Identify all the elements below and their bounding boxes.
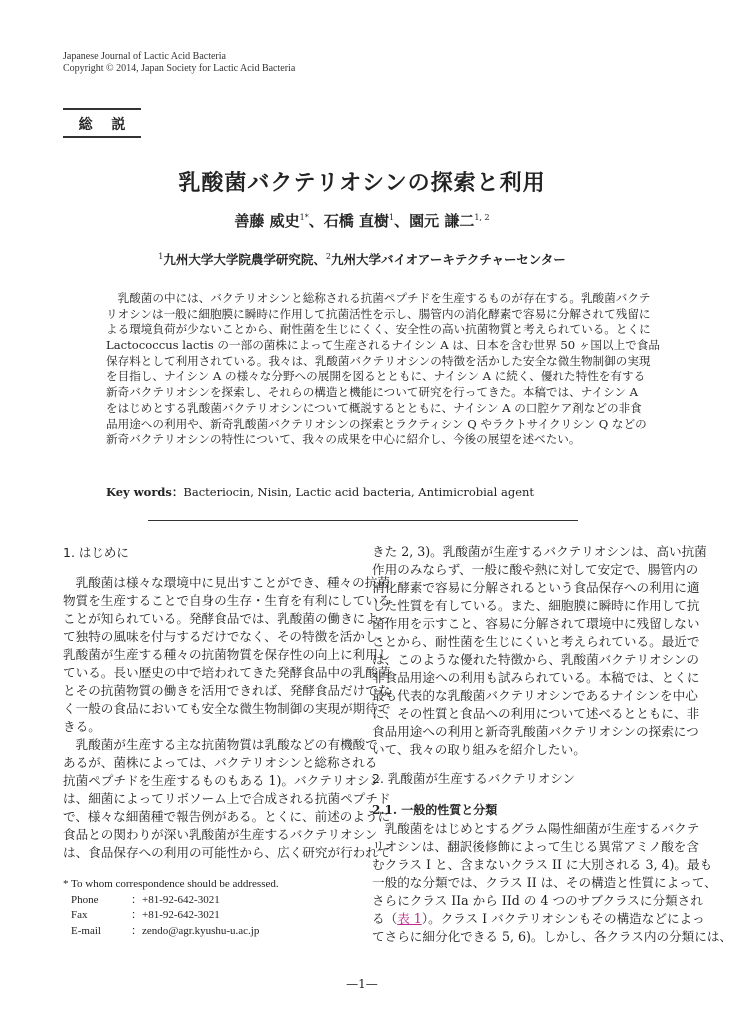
text-line: よる環境負荷が少ないことから、耐性菌を生じにくく、安全性の高い抗菌物質と考えられている。とくに: [106, 322, 651, 337]
subsection-heading: 2.1. 一般的性質と分類: [372, 803, 498, 817]
text-line: 消化酵素で容易に分解されるという食品保存への利用に適: [372, 580, 700, 595]
text-line: きた 2, 3)。乳酸菌が生産するバクテリオシンは、高い抗菌: [372, 544, 707, 559]
text-line: むクラス I と、含まないクラス II に大別される 3, 4)。最も: [372, 857, 713, 872]
text-line: 食品用途への利用と新奇乳酸菌バクテリオシンの探索につ: [372, 724, 699, 739]
line-text: る（: [372, 911, 398, 926]
affil-number: 2: [325, 251, 331, 261]
text-line: 保存料として利用されている。我々は、乳酸菌バクテリオシンの特徴を活かした安全な微生物制御の実現: [106, 353, 651, 368]
text-line: 乳酸菌が生産する主な抗菌物質は乳酸などの有機酸で: [63, 737, 378, 752]
text-line: ことから、耐性菌を生じにくいと考えられている。最近で: [372, 634, 700, 649]
text-line: 新奇バクテリオシンを探索し、それらの構造と機能について研究を行ってきた。本稿では、ナイシン A: [106, 385, 639, 400]
text-line: 食品との関わりが深い乳酸菌が生産するバクテリオシン: [63, 827, 378, 842]
table-ref-line: [372, 910, 705, 928]
paragraph: [372, 928, 732, 946]
journal-name: Japanese Journal of Lactic Acid Bacteria: [63, 51, 226, 62]
keywords-value: Bacteriocin, Nisin, Lactic acid bacteria, Antimicrobial agent: [183, 485, 535, 499]
text-line: 最も代表的な乳酸菌バクテリオシンであるナイシンを中心: [372, 688, 698, 703]
author-affil: 1: [388, 213, 395, 222]
author-affil: 1*: [299, 213, 309, 222]
fax-value: ：+81-92-642-3021: [131, 909, 220, 921]
category-rule-bottom: [63, 136, 141, 138]
text-line: リオシンは、翻訳後修飾によって生じる異常アミノ酸を含: [372, 839, 699, 854]
text-line: は、細菌によってリボソーム上で合成される抗菌ペプチド: [63, 791, 391, 806]
phone-value: ：+81-92-642-3021: [131, 893, 220, 906]
text-line: 乳酸菌をはじめとするグラム陽性細菌が生産するバクテ: [372, 821, 700, 836]
author-name: 石橋 直樹: [323, 212, 389, 230]
text-line: 乳酸菌は様々な環境中に見出すことができ、種々の抗菌: [63, 575, 390, 590]
table-1-link[interactable]: 表 1: [397, 911, 422, 926]
text-line: 新奇バクテリオシンの特性について、我々の成果を中心に紹介し、今後の展望を述べたい。: [106, 432, 581, 447]
keywords-label: Key words：: [106, 485, 184, 499]
paragraph: [372, 543, 707, 759]
author-name: 善藤 威史: [234, 212, 300, 230]
affiliations: $^1$九州大学大学院農学研究院、$^2$九州大学バイオアーキテクチャーセンター: [158, 251, 566, 267]
paragraph: [63, 736, 391, 862]
author-name: 園元 謙二: [409, 212, 475, 230]
text-line: に、その性質と食品への利用について述べるとともに、非: [372, 706, 700, 721]
line-text: ）。クラス I バクテリオシンもその構造などによっ: [421, 911, 705, 926]
footnote-note: * To whom correspondence should be addressed.: [63, 878, 279, 890]
text-line: 乳酸菌の中には、バクテリオシンと総称される抗菌ペプチドを生産するものが存在する。乳酸菌バクテ: [106, 291, 651, 305]
article-category: 総 説: [78, 117, 126, 133]
paragraph: [372, 820, 717, 910]
text-line: 抗菌ペプチドを生産するものもある 1)。バクテリオシン: [63, 773, 382, 788]
text-line: いて、我々の取り組みを紹介したい。: [372, 742, 586, 757]
author-affil: 1, 2: [474, 213, 490, 222]
text-line: ている。長い歴史の中で培われてきた発酵食品中の乳酸菌: [63, 665, 391, 680]
text-line: ことが知られている。発酵食品では、乳酸菌の働きによっ: [63, 611, 391, 626]
text-line: く一般の食品においても安全な微生物制御の実現が期待で: [63, 701, 391, 716]
text-line: とその抗菌物質の働きを活用できれば、発酵食品だけでな: [63, 683, 391, 698]
text-line: 品用途への利用や、新奇乳酸菌バクテリオシンの探索とラクティシン Q やラクトサイクリシン Q などの: [106, 416, 647, 431]
author-list: 善藤 威史$^{1*}$、石橋 直樹$^1$、園元 謙二$^{1, 2}$: [234, 212, 490, 230]
text-line: 乳酸菌が生産する種々の抗菌物質を保存性の向上に利用し: [63, 647, 391, 662]
text-line: 非食品用途への利用も試みられている。本稿では、とくに: [372, 670, 700, 685]
section-heading: 1. はじめに: [63, 545, 129, 560]
text-line: 一般的な分類では、クラス II は、その構造と性質によって、: [372, 875, 717, 890]
text-line: きる。: [63, 719, 101, 734]
fax-label: Fax: [71, 909, 88, 921]
affil-number: 1: [158, 251, 164, 261]
paragraph: [63, 574, 391, 736]
text-line: リオシンは一般に細胞膜に瞬時に作用して抗菌活性を示し、腸管内の消化酵素で容易に分解されて残留に: [106, 306, 651, 321]
keywords: [106, 484, 534, 500]
text-line: をはじめとする乳酸菌バクテリオシンについて概説するとともに、ナイシン A の口腔ケア剤などの非食: [106, 400, 642, 415]
text-line: 物質を生産することで自身の生存・生育を有利にしている: [63, 593, 391, 608]
phone-label: Phone: [71, 893, 99, 906]
abstract-divider: [148, 520, 578, 521]
abstract: [106, 291, 660, 448]
text-line: した性質を有している。また、細胞膜に瞬時に作用して抗: [372, 598, 700, 613]
text-line: を目指し、ナイシン A の様々な分野への展開を図るとともに、ナイシン A に続く、優れた特性を有する: [106, 369, 646, 384]
article-title: 乳酸菌バクテリオシンの探索と利用: [178, 170, 546, 196]
text-line: 作用のみならず、一般に酸や熱に対して安定で、腸管内の: [372, 562, 699, 577]
text-line: あるが、菌株によっては、バクテリオシンと総称される: [63, 755, 378, 770]
text-line: てさらに細分化できる 5, 6)。しかし、各クラス内の分類には、: [372, 929, 732, 944]
email-label: E-mail: [71, 924, 101, 937]
category-rule-top: [63, 108, 141, 110]
text-line: は、食品保存への利用の可能性から、広く研究が行われて: [63, 845, 391, 860]
text-line: は、このような優れた特徴から、乳酸菌バクテリオシンの: [372, 652, 699, 667]
affiliation: 九州大学大学院農学研究院: [163, 252, 314, 267]
section-heading: 2. 乳酸菌が生産するバクテリオシン: [372, 771, 575, 786]
copyright: Copyright © 2014, Japan Society for Lactic Acid Bacteria: [63, 63, 296, 74]
text-line: て独特の風味を付与するだけでなく、その特徴を活かし、: [63, 629, 391, 644]
text-line: さらにクラス IIa から IId の 4 つのサブクラスに分類され: [372, 893, 703, 908]
text-line: 菌作用を示すこと、容易に分解されて環境中に残留しない: [372, 616, 700, 631]
correspondence-footnote: [63, 877, 279, 939]
affiliation: 九州大学バイオアーキテクチャーセンター: [330, 252, 566, 267]
text-line: Lactococcus lactis の一部の菌株によって生産されるナイシン A は、日本を含む世界 50 ヶ国以上で食品: [106, 338, 660, 353]
email-value: ：zendo@agr.kyushu-u.ac.jp: [131, 924, 260, 937]
page-number: —1—: [346, 977, 378, 991]
text-line: で、様々な細菌種で報告例がある。とくに、前述のように: [63, 809, 391, 824]
